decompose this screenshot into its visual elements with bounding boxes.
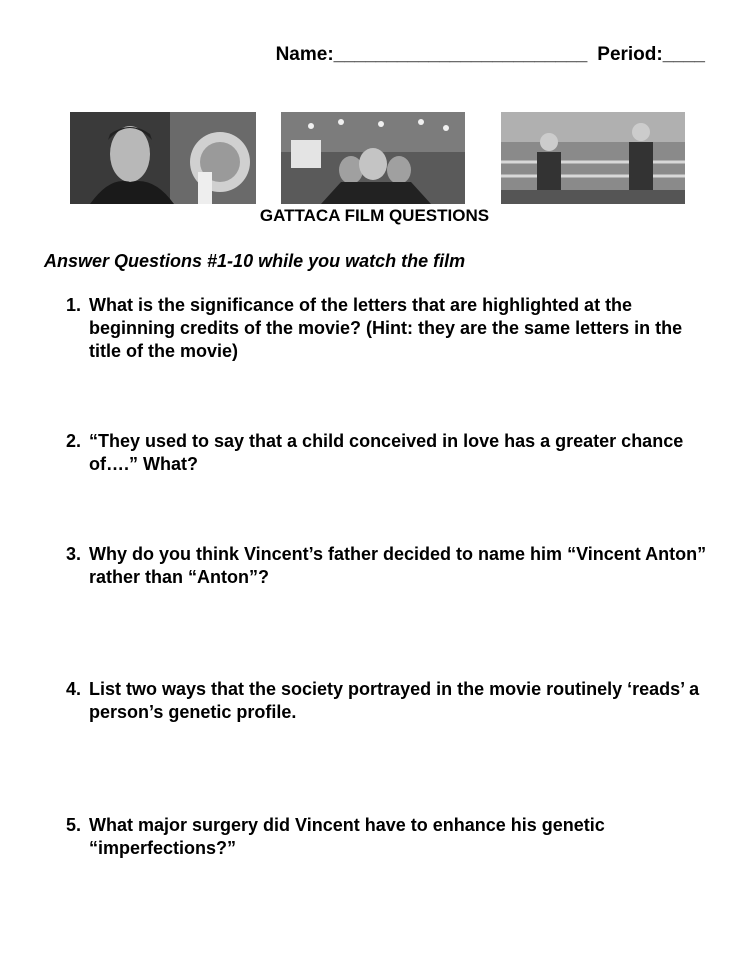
question-number: 1. [66,295,82,315]
question-number: 3. [66,544,82,564]
question-text: What is the significance of the letters that are highlighted at the beginning credits of the movie? (Hint: they are the same letters in the title of the movie) [89,295,683,361]
film-still-two-men-icon [501,112,685,204]
question-text: List two ways that the society portrayed in the movie routinely ‘reads’ a person’s genetic profile. [89,679,700,722]
name-label: Name: [275,44,334,65]
film-still-man-profile-icon [70,112,256,204]
period-label: Period: [597,44,663,65]
question-text: What major surgery did Vincent have to enhance his genetic “imperfections?” [89,815,605,858]
question-4 [66,678,716,724]
question-number: 2. [66,431,82,451]
question-2 [66,430,716,476]
question-1 [66,294,716,363]
film-still-crowd-icon [281,112,465,204]
instructions: Answer Questions #1-10 while you watch the film [44,251,466,271]
question-number: 4. [66,679,82,699]
name-period-line [276,44,705,66]
worksheet-title: GATTACA FILM QUESTIONS [259,206,490,225]
name-blank[interactable]: ________________________ [333,44,588,65]
question-3 [66,543,716,589]
question-number: 5. [66,815,82,835]
period-blank[interactable]: ____ [662,44,705,65]
question-text: “They used to say that a child conceived in love has a greater chance of….” What? [89,431,684,474]
question-5 [66,814,716,860]
question-text: Why do you think Vincent’s father decided to name him “Vincent Anton” rather than “Anton”? [89,544,707,587]
